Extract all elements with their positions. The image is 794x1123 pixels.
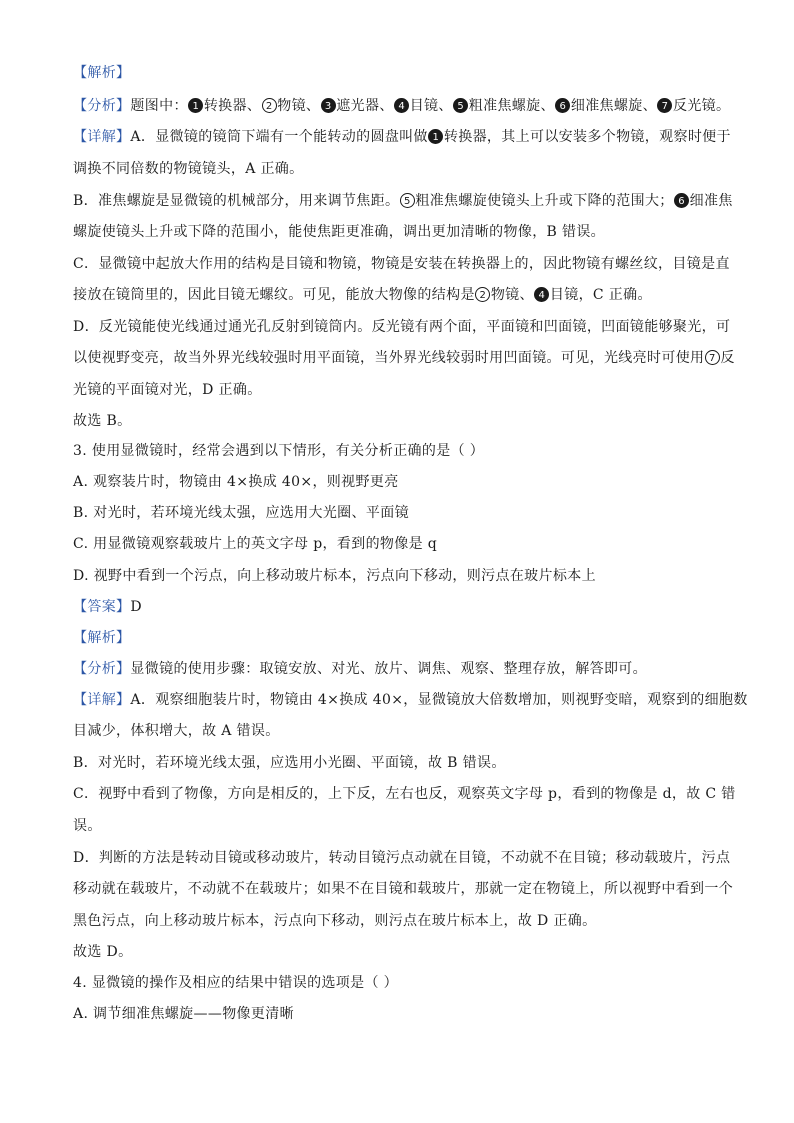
section-tag: 【详解】 <box>73 692 131 708</box>
text-segment: A. 调节细准焦螺旋——物像更清晰 <box>73 1006 294 1022</box>
text-line <box>73 348 735 368</box>
text-line <box>73 254 730 274</box>
circled-number: 5 <box>400 193 415 208</box>
text-line <box>73 784 736 804</box>
text-line <box>73 973 398 993</box>
text-segment: D．反光镜能使光线通过通光孔反射到镜筒内。反光镜有两个面，平面镜和凹面镜，凹面镜能够聚光，可 <box>73 319 731 335</box>
section-tag: 【答案】 <box>73 599 131 615</box>
circled-number: 5 <box>453 98 468 113</box>
text-segment: 遮光器、 <box>336 98 394 114</box>
text-line <box>73 63 130 83</box>
text-line <box>73 628 130 648</box>
text-segment: 题图中： <box>130 98 188 114</box>
text-segment: 接放在镜筒里的，因此目镜无螺纹。可见，能放大物像的结构是 <box>73 287 475 303</box>
text-segment: A．显微镜的镜筒下端有一个能转动的圆盘叫做 <box>130 129 428 145</box>
text-segment: C. 用显微镜观察载玻片上的英文字母 p，看到的物像是 q <box>73 536 438 552</box>
text-line <box>73 690 748 710</box>
text-segment: 以使视野变亮，故当外界光线较强时用平面镜，当外界光线较弱时用凹面镜。可见，光线亮时可使用 <box>73 350 705 366</box>
text-segment: 故选 B。 <box>73 413 132 429</box>
text-line <box>73 411 132 431</box>
circled-number: 3 <box>321 98 336 113</box>
text-line <box>73 503 409 523</box>
text-line <box>73 911 596 931</box>
text-segment: A. 观察装片时，物镜由 4×换成 40×，则视野更亮 <box>73 474 399 490</box>
text-segment: 目减少，体积增大，故 A 错误。 <box>73 723 280 739</box>
text-segment: 粗准焦螺旋使镜头上升或下降的范围大； <box>415 193 674 209</box>
section-tag: 【分析】 <box>73 98 131 114</box>
text-line <box>73 191 733 211</box>
text-segment: C．视野中看到了物像，方向是相反的，上下反，左右也反，观察英文字母 p，看到的物像是 d，故 C 错 <box>73 786 736 802</box>
circled-number: 2 <box>475 287 490 302</box>
text-line <box>73 317 730 337</box>
text-segment: B．准焦螺旋是显微镜的机械部分，用来调节焦距。 <box>73 193 400 209</box>
text-segment: C．显微镜中起放大作用的结构是目镜和物镜，物镜是安装在转换器上的，因此物镜有螺丝纹，目镜是直 <box>73 256 730 272</box>
text-line <box>73 753 506 773</box>
text-segment: 目镜、 <box>409 98 453 114</box>
section-tag: 【解析】 <box>73 630 131 646</box>
circled-number: 7 <box>705 350 720 365</box>
text-segment: D <box>130 599 142 615</box>
text-line <box>73 597 142 617</box>
text-line <box>73 848 730 868</box>
circled-number: 6 <box>555 98 570 113</box>
text-segment: 反 <box>720 350 735 366</box>
text-line <box>73 566 596 586</box>
section-tag: 【分析】 <box>73 661 131 677</box>
text-line <box>73 285 652 305</box>
text-segment: 细准焦 <box>689 193 733 209</box>
circled-number: 4 <box>394 98 409 113</box>
text-line <box>73 222 605 242</box>
text-line <box>73 380 262 400</box>
circled-number: 4 <box>534 287 549 302</box>
text-line <box>73 96 730 116</box>
text-segment: 3. 使用显微镜时，经常会遇到以下情形，有关分析正确的是（ ） <box>73 443 485 459</box>
text-line <box>73 472 399 492</box>
text-segment: 细准焦螺旋、 <box>570 98 657 114</box>
text-line <box>73 879 733 899</box>
text-line <box>73 942 132 962</box>
text-segment: 物镜、 <box>490 287 534 303</box>
text-segment: D. 视野中看到一个污点，向上移动玻片标本，污点向下移动，则污点在玻片标本上 <box>73 568 596 584</box>
text-segment: B．对光时，若环境光线太强，应选用小光圈、平面镜，故 B 错误。 <box>73 755 506 771</box>
text-segment: 光镜的平面镜对光，D 正确。 <box>73 382 262 398</box>
text-segment: 4. 显微镜的操作及相应的结果中错误的选项是（ ） <box>73 975 399 991</box>
text-segment: 转换器，其上可以安装多个物镜，观察时便于 <box>443 129 731 145</box>
text-line <box>73 721 280 741</box>
text-line <box>73 534 437 554</box>
text-segment: A．观察细胞装片时，物镜由 4×换成 40×，显微镜放大倍数增加，则视野变暗，观察到的细胞数 <box>130 692 748 708</box>
section-tag: 【解析】 <box>73 65 131 81</box>
text-segment: D．判断的方法是转动目镜或移动玻片，转动目镜污点动就在目镜，不动就不在目镜；移动载玻片，污点 <box>73 850 731 866</box>
text-segment: B. 对光时，若环境光线太强，应选用大光圈、平面镜 <box>73 505 409 521</box>
text-line <box>73 816 102 836</box>
circled-number: 7 <box>657 98 672 113</box>
text-line <box>73 1004 294 1024</box>
text-line <box>73 659 647 679</box>
text-segment: 反光镜。 <box>672 98 731 114</box>
circled-number: 6 <box>674 193 689 208</box>
circled-number: 1 <box>428 129 443 144</box>
text-segment: 显微镜的使用步骤：取镜安放、对光、放片、调焦、观察、整理存放，解答即可。 <box>130 661 648 677</box>
text-segment: 转换器、 <box>203 98 262 114</box>
text-line <box>73 159 304 179</box>
text-line <box>73 441 484 461</box>
circled-number: 2 <box>262 98 277 113</box>
circled-number: 1 <box>188 98 203 113</box>
text-segment: 误。 <box>73 818 102 834</box>
text-segment: 故选 D。 <box>73 944 133 960</box>
text-segment: 黑色污点，向上移动玻片标本，污点向下移动，则污点在玻片标本上，故 D 正确。 <box>73 913 597 929</box>
text-segment: 调换不同倍数的物镜镜头，A 正确。 <box>73 161 304 177</box>
text-line <box>73 127 731 147</box>
text-segment: 螺旋使镜头上升或下降的范围小，能使焦距更准确，调出更加清晰的物像，B 错误。 <box>73 224 606 240</box>
text-segment: 物镜、 <box>277 98 321 114</box>
text-segment: 粗准焦螺旋、 <box>468 98 555 114</box>
text-segment: 目镜，C 正确。 <box>549 287 652 303</box>
text-segment: 移动就在载玻片，不动就不在载玻片；如果不在目镜和载玻片，那就一定在物镜上，所以视野中看到一个 <box>73 881 734 897</box>
section-tag: 【详解】 <box>73 129 131 145</box>
